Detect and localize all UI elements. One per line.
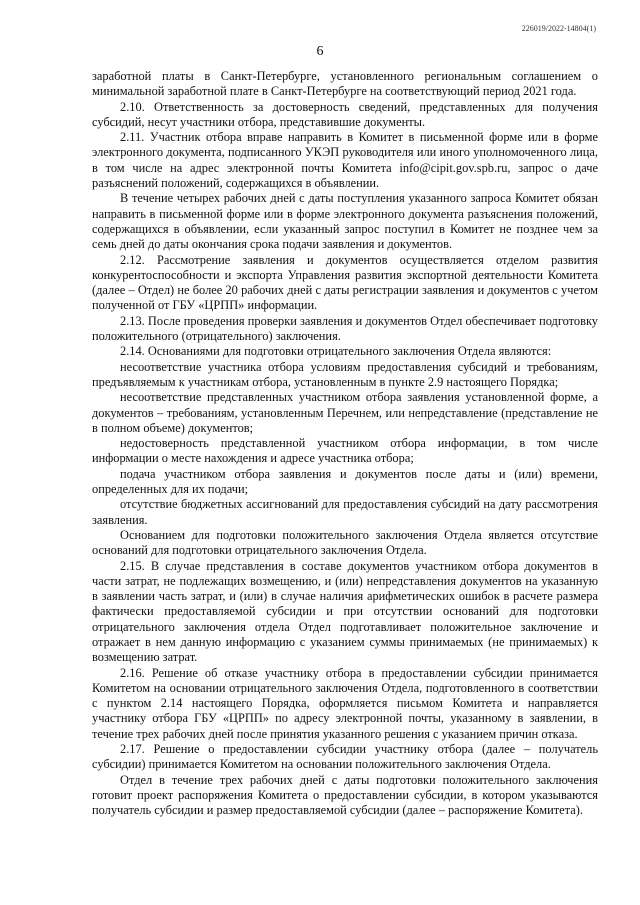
paragraph: Основанием для подготовки положительного заключения Отдела является отсутствие оснований для подготовки отрицательного заключения Отдела. xyxy=(92,527,598,558)
document-body xyxy=(92,69,598,819)
document-number: 226019/2022-14804(1) xyxy=(521,24,596,33)
paragraph-2-12: 2.12. Рассмотрение заявления и документов осуществляется отделом развития конкурентоспособности и экспорта Управления развития экспортной деятельности Комитета (далее – Отдел) не более 20 рабочих дней с даты регистрации заявления и документов с учетом полученной от ГБУ «ЦРПП» информации. xyxy=(92,252,598,313)
paragraph-2-11: 2.11. Участник отбора вправе направить в Комитет в письменной форме или в форме электронного документа, подписанного УКЭП руководителя или иного уполномоченного лица, в том числе на адрес электронной почты Комитета info@cipit.gov.spb.ru, запрос о даче разъяснений положений, содержащихся в объявлении. xyxy=(92,130,598,191)
paragraph-2-17: 2.17. Решение о предоставлении субсидии участнику отбора (далее – получатель субсидии) принимается Комитетом на основании положительного заключения Отдела. xyxy=(92,742,598,772)
list-item: несоответствие представленных участником отбора заявления установленной форме, а документов – требованиям, установленным Перечнем, или непредставление (представление не в полном объеме) документов; xyxy=(92,390,598,435)
paragraph: заработной платы в Санкт-Петербурге, установленного региональным соглашением о минимальной заработной плате в Санкт-Петербурге на соответствующий период 2021 года. xyxy=(92,69,598,99)
list-item: недостоверность представленной участником отбора информации, в том числе информации о месте нахождения и адресе участника отбора; xyxy=(92,436,598,466)
paragraph: В течение четырех рабочих дней с даты поступления указанного запроса Комитет обязан направить в письменной форме или в форме электронного документа разъяснения положений, содержащихся в объявлении, если указанный запрос поступил в Комитет не позднее чем за семь дней до даты окончания срока подачи заявления и документов. xyxy=(92,191,598,252)
list-item: несоответствие участника отбора условиям предоставления субсидий и требованиям, предъявляемым к участникам отбора, установленным в пункте 2.9 настоящего Порядка; xyxy=(92,359,598,389)
list-item: отсутствие бюджетных ассигнований для предоставления субсидий на дату рассмотрения заявления. xyxy=(92,497,598,527)
list-item: подача участником отбора заявления и документов после даты и (или) времени, определенных для их подачи; xyxy=(92,466,598,497)
paragraph-2-10: 2.10. Ответственность за достоверность сведений, представленных для получения субсидий, несут участники отбора, представившие документы. xyxy=(92,99,598,129)
paragraph: Отдел в течение трех рабочих дней с даты подготовки положительного заключения готовит проект распоряжения Комитета о предоставлении субсидии, в котором указываются получатель субсидии и размер предоставляемой субсидии (далее – распоряжение Комитета). xyxy=(92,772,598,818)
page-number: 6 xyxy=(316,44,324,59)
paragraph-2-14: 2.14. Основаниями для подготовки отрицательного заключения Отдела являются: xyxy=(120,344,552,359)
paragraph-2-15: 2.15. В случае представления в составе документов участником отбора документов в части затрат, не подлежащих возмещению, и (или) непредставления документов на указанную в заявлении часть затрат, и (или) в случае наличия арифметических ошибок в расчете размера фактически предоставляемой субсидии и при отсутствии оснований для подготовки отрицательного заключения отдела Отдел подготавливает положительное заключение и отражает в нем данную информацию с указанием суммы принимаемых (не принимаемых) к возмещению затрат. xyxy=(92,558,598,665)
paragraph-2-13: 2.13. После проведения проверки заявления и документов Отдел обеспечивает подготовку положительного (отрицательного) заключения. xyxy=(92,313,598,344)
paragraph-2-16: 2.16. Решение об отказе участнику отбора в предоставлении субсидии принимается Комитетом на основании отрицательного заключения Отдела, подготовленного в соответствии с пунктом 2.14 настоящего Порядка, оформляется письмом Комитета и направляется участнику отбора ГБУ «ЦРПП» по адресу электронной почты, указанному в заявлении, в течение трех рабочих дней после принятия указанного решения с указанием причин отказа. xyxy=(92,665,598,741)
